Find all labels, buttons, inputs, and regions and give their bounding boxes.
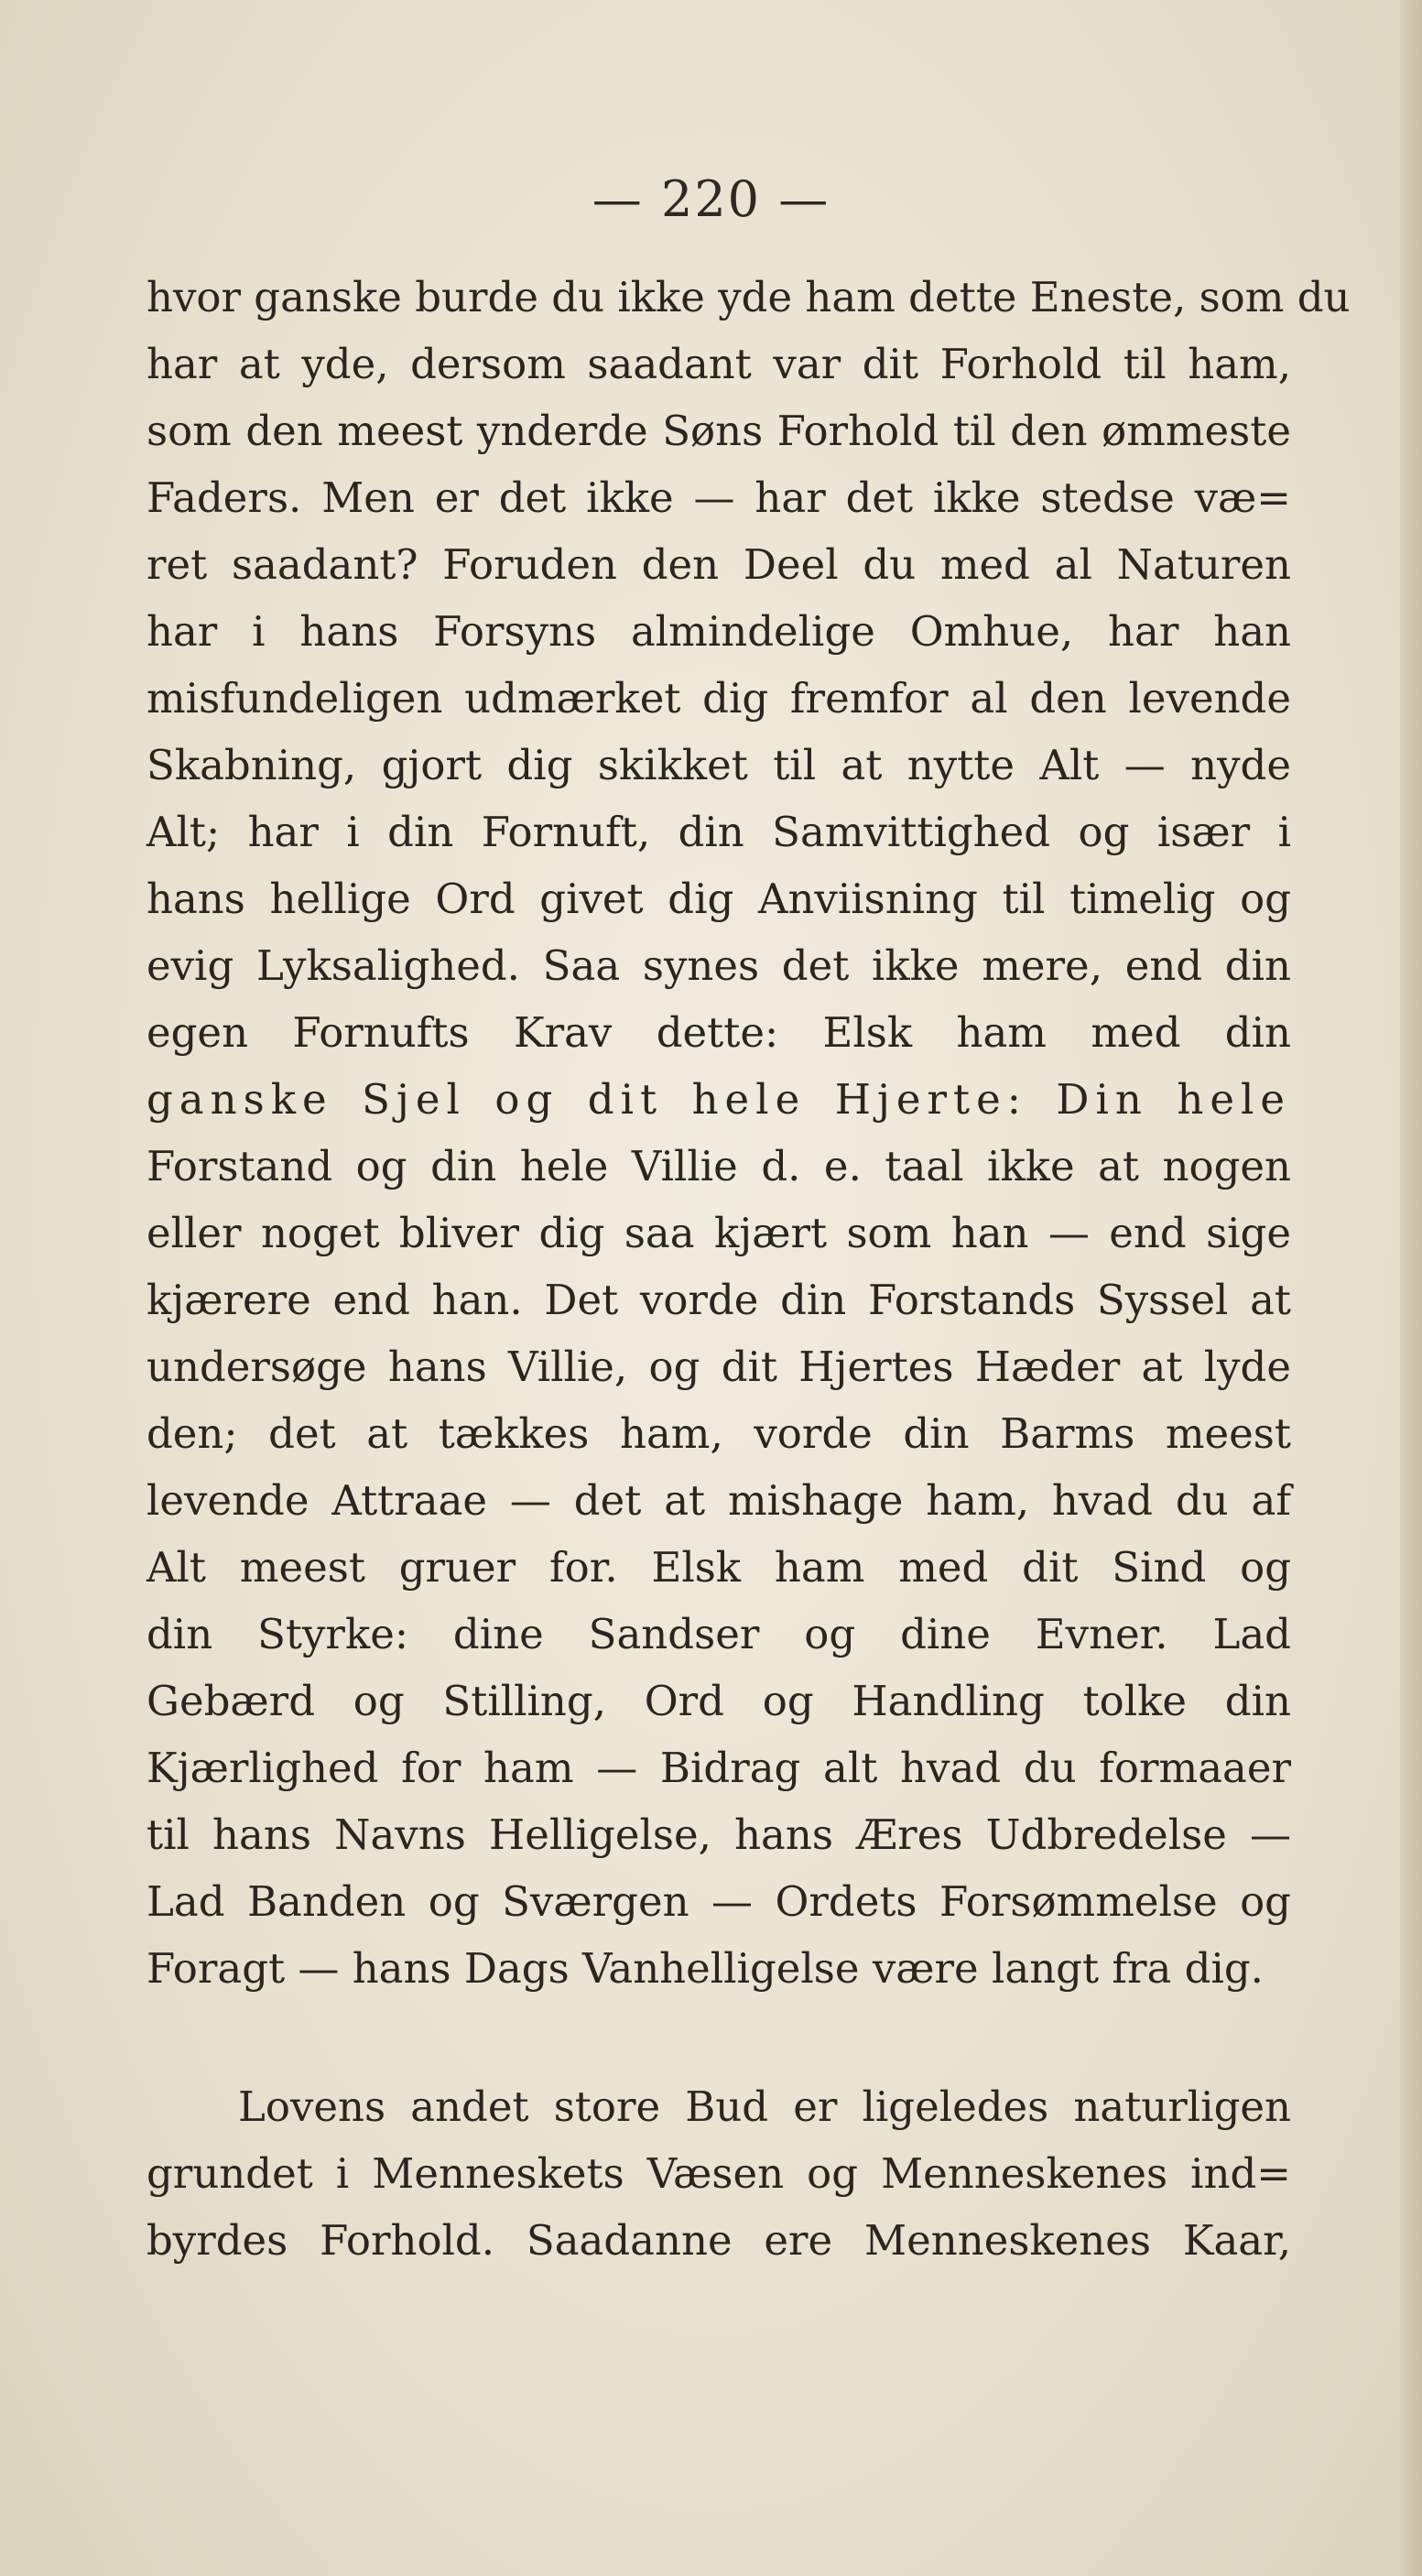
text-line: Lad Banden og Sværgen — Ordets Forsømmelse og: [147, 1877, 1291, 1926]
text-line: Kjærlighed for ham — Bidrag alt hvad du formaaer: [147, 1744, 1291, 1792]
text-line: byrdes Forhold. Saadanne ere Menneskenes Kaar,: [147, 2216, 1291, 2265]
text-line: har at yde, dersom saadant var dit Forhold til ham,: [147, 340, 1291, 388]
body-text: [147, 264, 1351, 2274]
text-line: som den meest ynderde Søns Forhold til den ømmeste: [147, 407, 1291, 455]
text-line: Alt; har i din Fornuft, din Samvittighed og især i: [147, 808, 1291, 856]
text-line: levende Attraae — det at mishage ham, hvad du af: [147, 1476, 1291, 1525]
text-line: din Styrke: dine Sandser og dine Evner. Lad: [147, 1610, 1291, 1658]
text-line: evig Lyksalighed. Saa synes det ikke mere, end din: [147, 941, 1291, 990]
page-number: — 220 —: [592, 170, 830, 228]
text-line: ret saadant? Foruden den Deel du med al Naturen: [147, 540, 1291, 589]
text-line: misfundeligen udmærket dig fremfor al den levende: [147, 674, 1291, 723]
text-line: til hans Navns Helligelse, hans Æres Udbredelse —: [147, 1810, 1291, 1859]
text-line: Skabning, gjort dig skikket til at nytte Alt — nyde: [147, 741, 1291, 789]
text-line: hans hellige Ord givet dig Anviisning til timelig og: [147, 875, 1291, 923]
paragraph-gap: [147, 2002, 1291, 2073]
text-line: Gebærd og Stilling, Ord og Handling tolke din: [147, 1677, 1291, 1725]
text-line: hvor ganske burde du ikke yde ham dette Eneste, som du: [147, 273, 1351, 321]
text-line: Faders. Men er det ikke — har det ikke stedse væ=: [147, 473, 1291, 522]
text-line: Foragt — hans Dags Vanhelligelse være langt fra dig.: [147, 1944, 1264, 1993]
page-edge: [1400, 0, 1422, 2576]
text-line: Alt meest gruer for. Elsk ham med dit Sind og: [147, 1543, 1291, 1592]
text-line: har i hans Forsyns almindelige Omhue, har han: [147, 607, 1291, 656]
text-line: egen Fornufts Krav dette: Elsk ham med din: [147, 1008, 1291, 1057]
text-line: den; det at tækkes ham, vorde din Barms meest: [147, 1409, 1291, 1458]
text-line: Forstand og din hele Villie d. e. taal ikke at nogen: [147, 1142, 1291, 1190]
text-line: eller noget bliver dig saa kjært som han — end sige: [147, 1209, 1291, 1257]
text-line: kjærere end han. Det vorde din Forstands Syssel at: [147, 1276, 1291, 1324]
text-line: undersøge hans Villie, og dit Hjertes Hæder at lyde: [147, 1342, 1291, 1391]
text-line: grundet i Menneskets Væsen og Menneskenes ind=: [147, 2149, 1291, 2198]
text-line: Lovens andet store Bud er ligeledes naturligen: [238, 2082, 1291, 2131]
text-line: ganske Sjel og dit hele Hjerte: Din hele: [147, 1075, 1291, 1124]
